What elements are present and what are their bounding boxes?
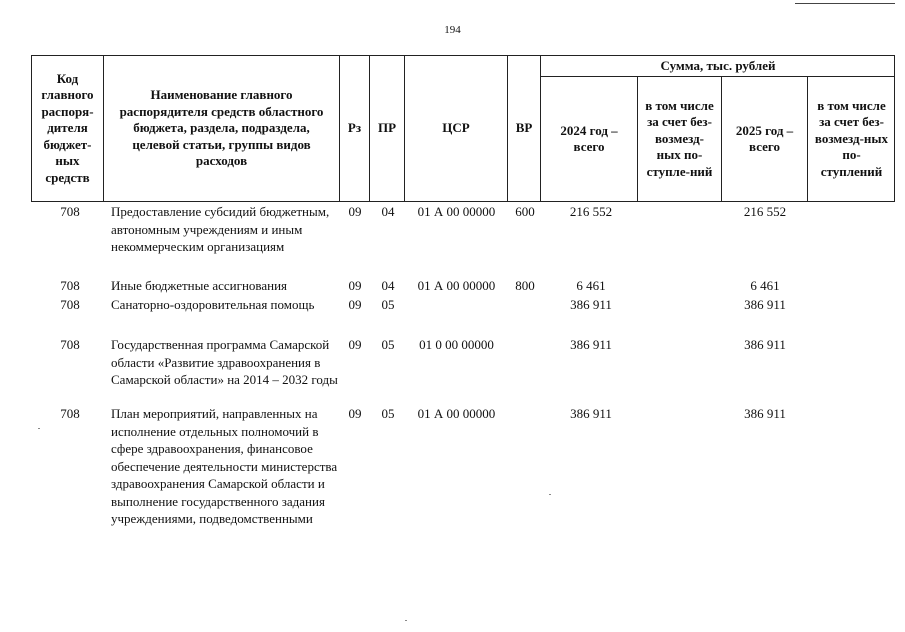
cell-code: 708 — [60, 337, 80, 352]
cell-code: 708 — [60, 297, 80, 312]
cell-name: Санаторно-оздоровительная помощь — [111, 297, 315, 312]
header-total-2024: 2024 год – всего — [560, 122, 618, 154]
cell-rz: 09 — [348, 278, 362, 293]
cell-vr: 800 — [515, 278, 535, 293]
scan-speck — [405, 620, 407, 621]
header-sum-group: Сумма, тыс. рублей — [660, 57, 776, 73]
cell-total-2024: 386 911 — [570, 406, 612, 421]
cell-total-2024: 386 911 — [570, 337, 612, 352]
cell-total-2024: 6 461 — [576, 278, 606, 293]
cell-name: Государственная программа Самарской области «Развитие здравоохранения в Самарской области» на 2014 – 2032 годы — [111, 337, 338, 387]
cell-rz: 09 — [348, 297, 362, 312]
scan-speck — [38, 428, 40, 429]
cell-code: 708 — [60, 406, 80, 421]
cell-pr: 04 — [381, 278, 395, 293]
cell-name: План мероприятий, направленных на исполнение отдельных полномочий в сфере здравоохранения, финансовое обеспечение деятельности министерства здравоохранения Самарской области и выполнение государственного задания учреждениями, подведомственными — [111, 406, 338, 526]
cell-csr: 01 А 00 00000 — [417, 204, 496, 219]
scan-speck — [549, 494, 551, 495]
cell-csr: 01 А 00 00000 — [417, 406, 496, 421]
header-incl-2025: в том числе за счет без-возмезд-ных по-ступлений — [814, 97, 889, 179]
cell-pr: 05 — [381, 297, 395, 312]
cell-name: Предоставление субсидий бюджетным, автономным учреждениям и иным некоммерческим организациям — [111, 204, 330, 254]
cell-total-2025: 386 911 — [744, 337, 786, 352]
header-code: Код главного распоря-дителя бюджет-ных средств — [41, 70, 94, 185]
header-name: Наименование главного распорядителя средств областного бюджета, раздела, подраздела, целевой статьи, группы видов расходов — [119, 87, 324, 169]
cell-rz: 09 — [348, 204, 362, 219]
header-incl-2024: в том числе за счет без-возмезд-ных по-ступле-ний — [645, 97, 714, 179]
cell-pr: 04 — [381, 204, 395, 219]
cell-rz: 09 — [348, 337, 362, 352]
header-total-2025: 2025 год – всего — [735, 122, 794, 154]
top-rule — [795, 3, 895, 4]
cell-vr: 600 — [515, 204, 535, 219]
cell-code: 708 — [60, 278, 80, 293]
cell-csr: 01 А 00 00000 — [417, 278, 496, 293]
header-vr: ВР — [515, 120, 533, 136]
cell-csr: 01 0 00 00000 — [419, 337, 494, 352]
cell-total-2025: 6 461 — [750, 278, 780, 293]
header-csr: ЦСР — [442, 120, 470, 136]
header-pr: ПР — [377, 120, 397, 136]
cell-total-2024: 386 911 — [570, 297, 612, 312]
header-rz: Рз — [347, 120, 362, 136]
cell-total-2025: 386 911 — [744, 297, 786, 312]
cell-code: 708 — [60, 204, 80, 219]
cell-rz: 09 — [348, 406, 362, 421]
cell-pr: 05 — [381, 406, 395, 421]
cell-name: Иные бюджетные ассигнования — [111, 278, 288, 293]
page-number: 194 — [444, 24, 461, 36]
cell-total-2025: 216 552 — [743, 204, 787, 219]
cell-total-2025: 386 911 — [744, 406, 786, 421]
cell-pr: 05 — [381, 337, 395, 352]
cell-total-2024: 216 552 — [569, 204, 613, 219]
